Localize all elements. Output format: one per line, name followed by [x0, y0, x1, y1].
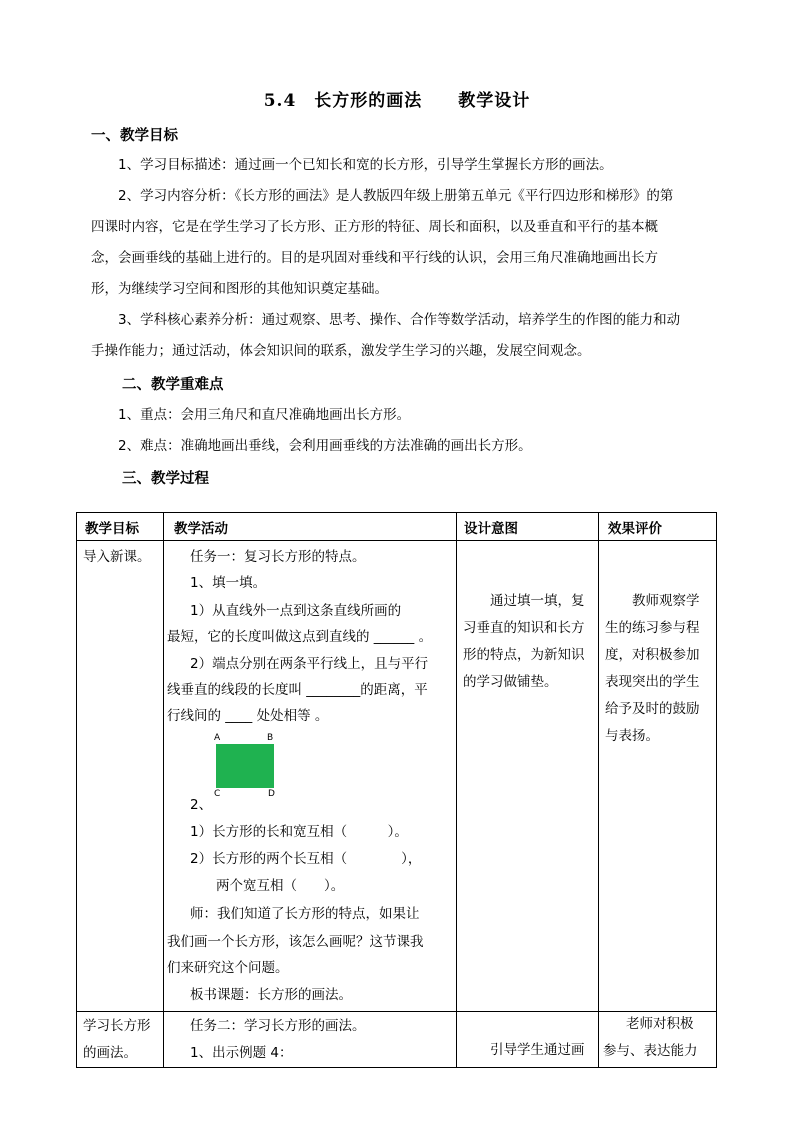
eval-line: 度，对积极参加 — [605, 647, 700, 663]
corner-label-d: D — [268, 789, 275, 799]
activity-line: 任务二：学习长方形的画法。 — [190, 1018, 366, 1034]
activity-cell — [164, 541, 457, 1012]
eval-line: 老师对积极 — [626, 1016, 694, 1032]
intent-cell — [457, 541, 599, 1012]
activity-line: 1、填一填。 — [190, 575, 267, 591]
page-title: 5.4 长方形的画法 教学设计 — [263, 91, 531, 111]
corner-label-c: C — [214, 789, 221, 799]
evaluation-cell — [599, 541, 717, 1012]
header-cell — [457, 513, 599, 541]
paragraph: 3、学科核心素养分析：通过观察、思考、操作、合作等数学活动，培养学生的作图的能力和动 — [118, 312, 681, 328]
activity-line: 线垂直的线段的长度叫 ________的距离，平 — [167, 682, 428, 698]
section-heading-process: 三、教学过程 — [122, 471, 209, 487]
paragraph: 形，为继续学习空间和图形的其他知识奠定基础。 — [91, 281, 388, 297]
header-cell — [77, 513, 164, 541]
eval-line: 生的练习参与程 — [605, 620, 700, 636]
activity-line: 两个宽互相（ ）。 — [216, 878, 345, 894]
paragraph: 2、学习内容分析：《长方形的画法》是人教版四年级上册第五单元《平行四边形和梯形》的第 — [118, 188, 674, 204]
header-cell — [164, 513, 457, 541]
header-evaluation: 效果评价 — [608, 521, 662, 537]
intent-line: 的学习做铺垫。 — [463, 674, 558, 690]
goal-cell — [77, 1012, 164, 1068]
activity-line: 们来研究这个问题。 — [167, 960, 289, 976]
table-row — [77, 541, 717, 1012]
intent-line: 形的特点，为新知识 — [463, 647, 585, 663]
paragraph: 四课时内容，它是在学生学习了长方形、正方形的特征、周长和面积，以及垂直和平行的基本概 — [91, 219, 658, 235]
corner-label-a: A — [214, 733, 221, 743]
activity-line: 1、出示例题 4： — [190, 1045, 293, 1061]
goal-text: 学习长方形 — [83, 1018, 151, 1034]
header-goal: 教学目标 — [85, 521, 139, 537]
activity-line: 2）端点分别在两条平行线上，且与平行 — [190, 656, 429, 672]
corner-label-b: B — [267, 733, 274, 743]
table-row — [77, 1012, 717, 1068]
goal-text: 导入新课。 — [83, 549, 151, 565]
activity-line: 2、 — [190, 797, 213, 813]
activity-line: 任务一：复习长方形的特点。 — [190, 549, 366, 565]
activity-line: 板书课题：长方形的画法。 — [190, 987, 352, 1003]
paragraph: 手操作能力；通过活动，体会知识间的联系，激发学生学习的兴趣，发展空间观念。 — [91, 343, 591, 359]
activity-line: 1）从直线外一点到这条直线所画的 — [190, 603, 402, 619]
activity-line: 2）长方形的两个长互相（ ）， — [190, 851, 422, 867]
paragraph: 2、难点：准确地画出垂线，会利用画垂线的方法准确的画出长方形。 — [118, 438, 532, 454]
paragraph: 念，会画垂线的基础上进行的。目的是巩固对垂线和平行线的认识，会用三角尺准确地画出长方 — [91, 250, 658, 266]
section-heading-objectives: 一、教学目标 — [91, 128, 178, 144]
table-header-row — [77, 513, 717, 541]
green-rectangle — [216, 744, 274, 788]
activity-line: 1）长方形的长和宽互相（ ）。 — [190, 824, 408, 840]
activity-line: 最短，它的长度叫做这点到直线的 ______ 。 — [167, 629, 433, 645]
eval-line: 给予及时的鼓励 — [605, 701, 700, 717]
paragraph: 1、学习目标描述：通过画一个已知长和宽的长方形，引导学生掌握长方形的画法。 — [118, 157, 613, 173]
activity-cell — [164, 1012, 457, 1068]
eval-line: 教师观察学 — [632, 593, 700, 609]
activity-line: 行线间的 ____ 处处相等 。 — [167, 708, 329, 724]
goal-cell — [77, 541, 164, 1012]
eval-line: 表现突出的学生 — [605, 674, 700, 690]
intent-line: 引导学生通过画 — [490, 1042, 585, 1058]
goal-text: 的画法。 — [83, 1045, 137, 1061]
intent-line: 习垂直的知识和长方 — [463, 620, 585, 636]
header-activity: 教学活动 — [174, 521, 228, 537]
lesson-table — [76, 512, 717, 1068]
eval-line: 与表扬。 — [605, 728, 659, 744]
header-intent: 设计意图 — [464, 521, 518, 537]
paragraph: 1、重点：会用三角尺和直尺准确地画出长方形。 — [118, 407, 411, 423]
evaluation-cell — [599, 1012, 717, 1068]
section-heading-key-points: 二、教学重难点 — [122, 377, 224, 393]
intent-line: 通过填一填，复 — [490, 593, 585, 609]
intent-cell — [457, 1012, 599, 1068]
activity-line: 师：我们知道了长方形的特点，如果让 — [190, 906, 420, 922]
eval-line: 参与、表达能力 — [603, 1043, 698, 1059]
activity-line: 我们画一个长方形，该怎么画呢？这节课我 — [167, 934, 424, 950]
header-cell — [599, 513, 717, 541]
